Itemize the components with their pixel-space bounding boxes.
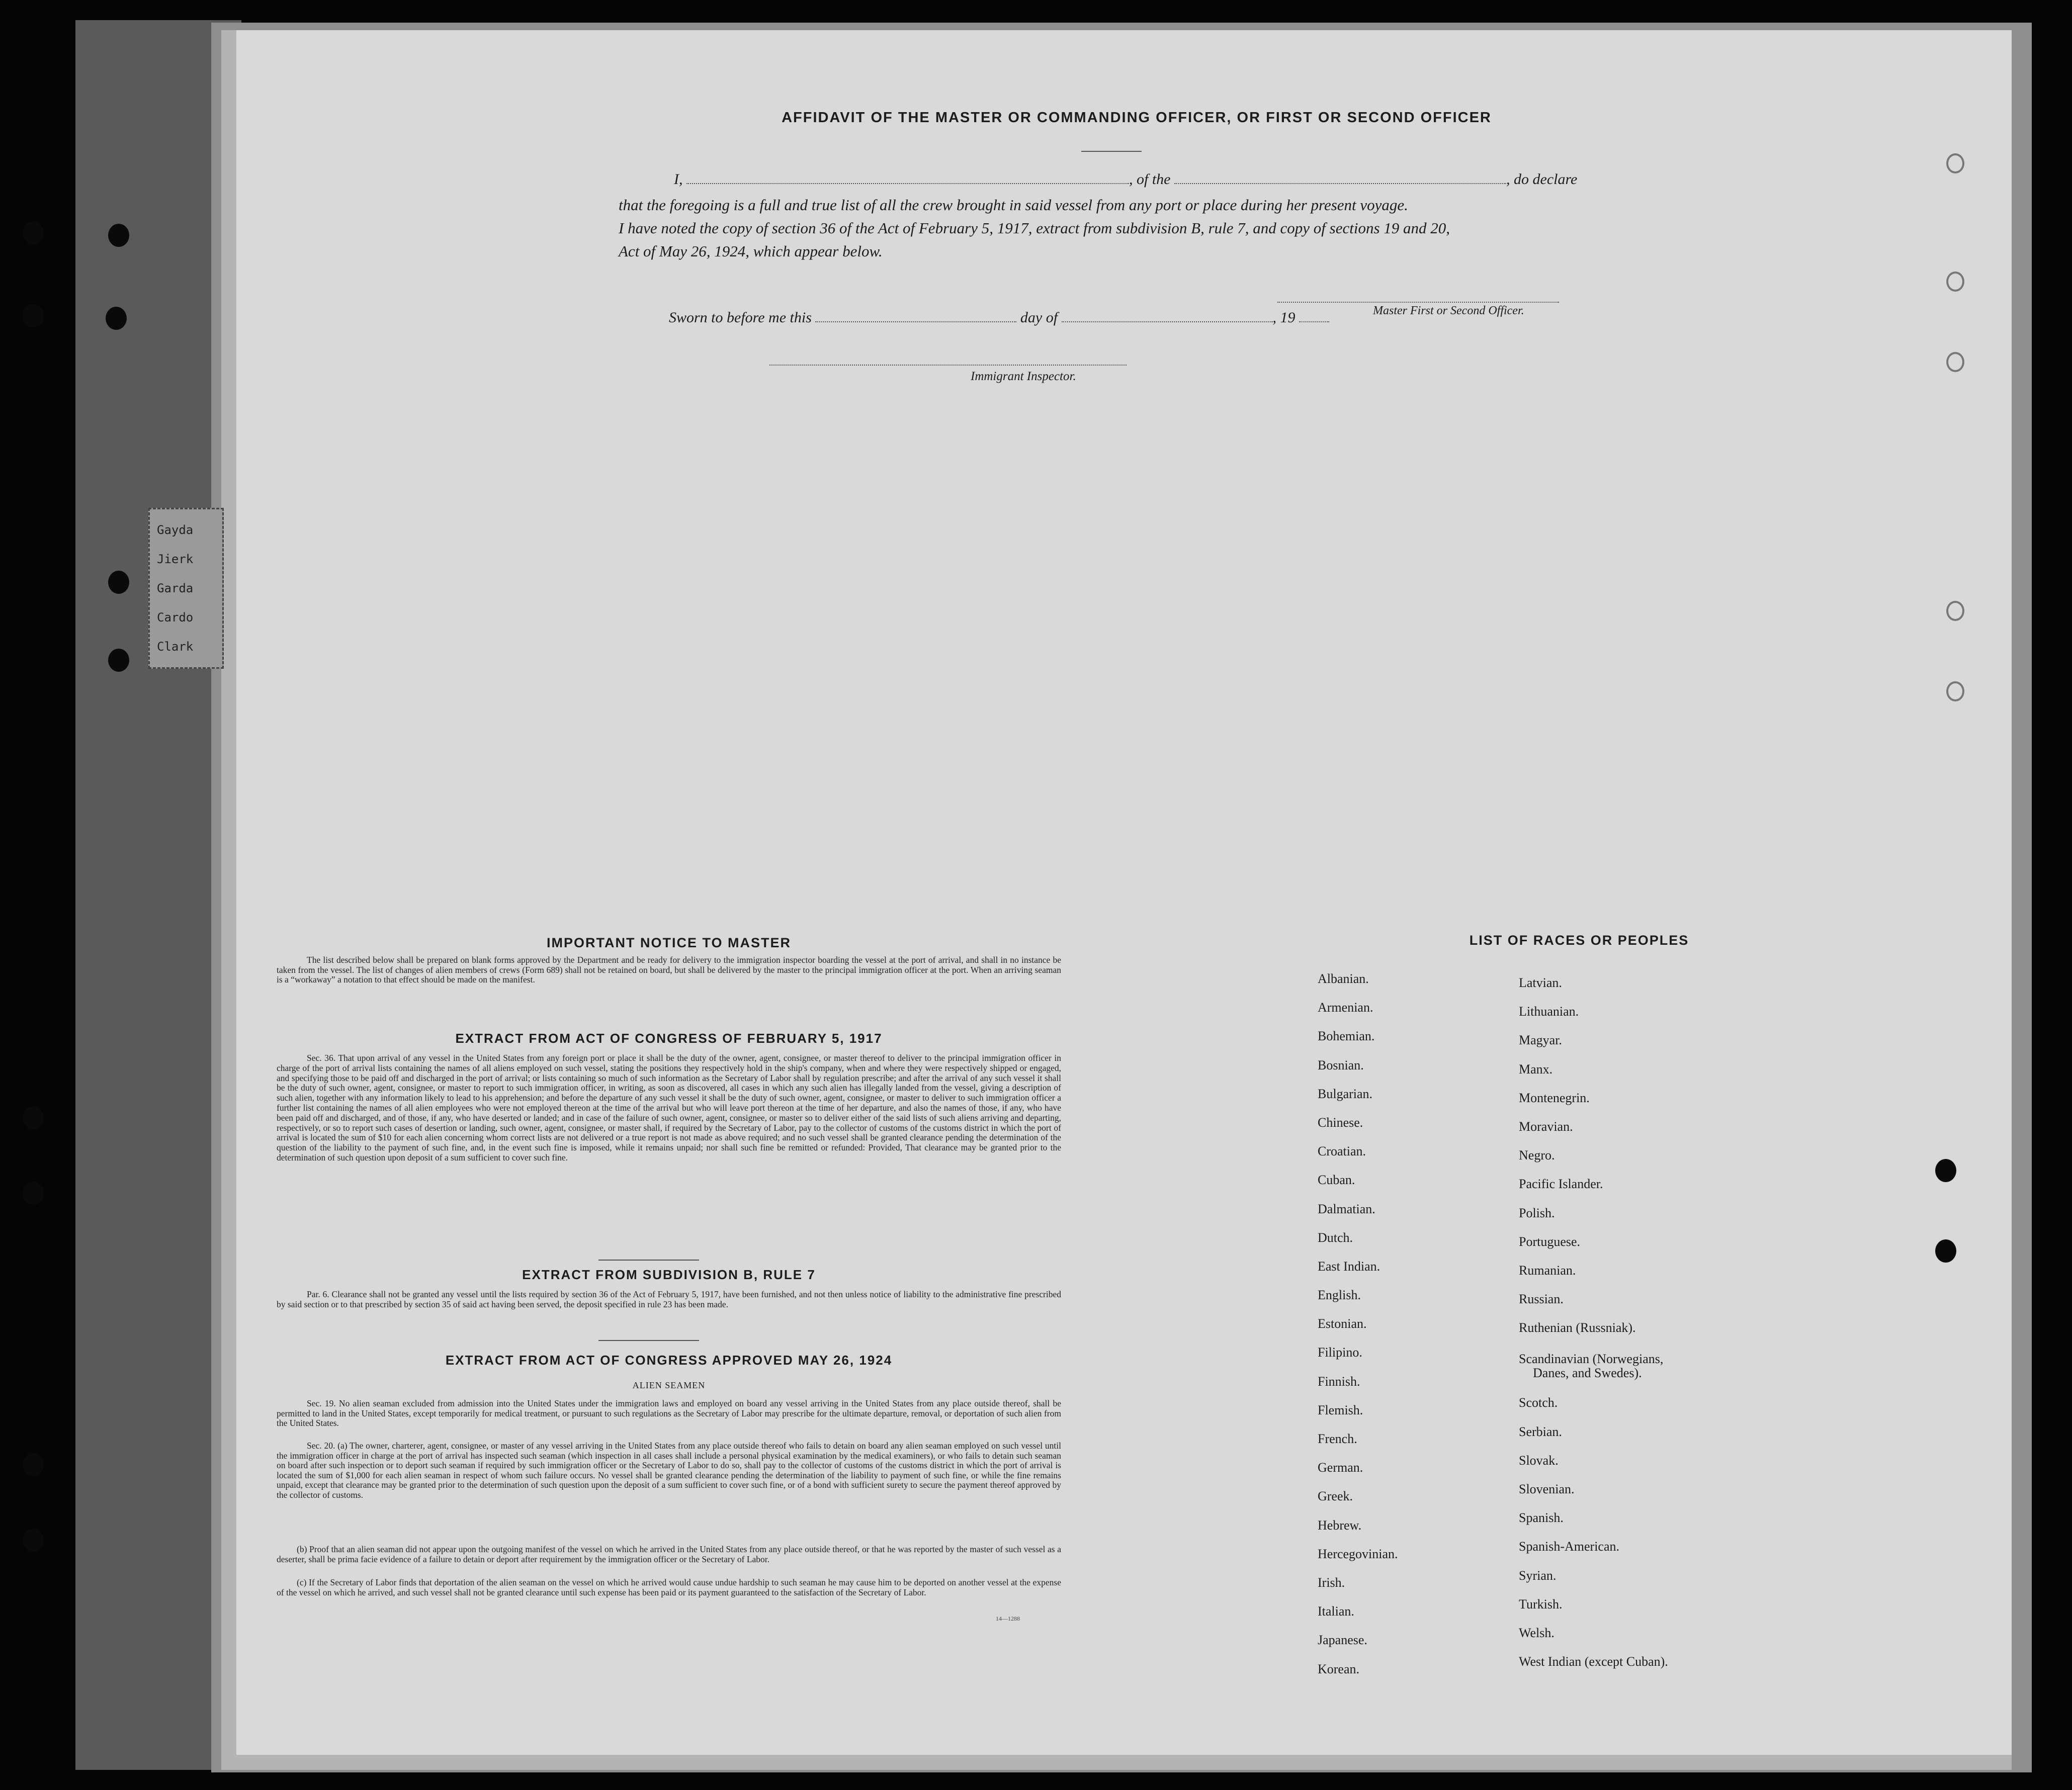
sec20c-body: (c) If the Secretary of Labor finds that deportation of the alien seaman on the vessel on which he arrived would cause undue hardship to such seaman he may cause him to be deported on another vessel at the expense of the vessel on which he arrived, and such vessel shall not be granted clearance until such expense has been paid or its payment guaranteed to the satisfaction of the Secretary of Labor. xyxy=(277,1577,1061,1597)
binder-hole xyxy=(23,1529,44,1552)
side-tab-line: Garda xyxy=(157,581,194,595)
race-item: Negro. xyxy=(1519,1148,1555,1163)
binder-hole xyxy=(106,307,127,330)
vessel-blank xyxy=(1174,174,1506,184)
race-item: Serbian. xyxy=(1519,1424,1562,1439)
affidavit-i: I, xyxy=(674,171,683,188)
inspector-signature-line xyxy=(769,365,1127,367)
race-item: Lithuanian. xyxy=(1519,1004,1579,1019)
sec19-body: Sec. 19. No alien seaman excluded from admission into the United States under the immigration laws and employed on board any vessel arriving in the United States from any place outside thereof, shall be permitted to land in the United States, except temporarily for medical treatment, or pursuant to such regulations as the Secretary of Labor may prescribe for the ultimate departure, removal, or deportation of such alien from the United States. xyxy=(277,1398,1061,1428)
punch-hole xyxy=(1946,681,1964,701)
affidavit-line-1 xyxy=(674,171,1856,188)
race-item: Dutch. xyxy=(1318,1230,1353,1245)
race-item-continuation: Danes, and Swedes). xyxy=(1533,1366,1642,1381)
races-column-2 xyxy=(1519,975,1668,1683)
race-item-text: Scandinavian (Norwegians, xyxy=(1519,1352,1664,1367)
race-item: Croatian. xyxy=(1318,1144,1366,1159)
race-item: Filipino. xyxy=(1318,1345,1362,1360)
race-item: Welsh. xyxy=(1519,1625,1555,1640)
side-index-tab xyxy=(148,508,224,669)
binder-hole xyxy=(23,1453,44,1476)
race-item: Manx. xyxy=(1519,1061,1553,1077)
title-rule xyxy=(1081,151,1142,152)
sworn-day: day of xyxy=(1020,309,1058,326)
binder-hole xyxy=(108,649,129,672)
race-item: Bosnian. xyxy=(1318,1057,1364,1072)
race-item: Estonian. xyxy=(1318,1316,1367,1331)
notice-title: IMPORTANT NOTICE TO MASTER xyxy=(547,935,791,950)
affidavit-declare: , do declare xyxy=(1506,171,1578,188)
month-blank xyxy=(1062,312,1273,322)
race-item: Hercegovinian. xyxy=(1318,1546,1398,1561)
race-item: Turkish. xyxy=(1519,1596,1563,1612)
race-item: Flemish. xyxy=(1318,1402,1363,1417)
affidavit-line-3: I have noted the copy of section 36 of the Act of February 5, 1917, extract from subdivision B, rule 7, and copy of sections 19 and 20, xyxy=(619,219,1450,237)
race-item: West Indian (except Cuban). xyxy=(1519,1654,1668,1669)
sec20b-body: (b) Proof that an alien seaman did not appear upon the outgoing manifest of the vessel on which he arrived in the United States from any place outside thereof, or that he was reported by the master of such vessel as a deserter, shall be prima facie evidence of a failure to detain or deport after requirement by the immigration officer or the Secretary of Labor. xyxy=(277,1544,1061,1564)
race-item: Italian. xyxy=(1318,1604,1354,1619)
side-tab-line: Cardo xyxy=(157,610,194,624)
race-item: Armenian. xyxy=(1318,1000,1373,1015)
race-item: Dalmatian. xyxy=(1318,1201,1375,1216)
race-item: Bulgarian. xyxy=(1318,1086,1373,1101)
extract-1917-body: Sec. 36. That upon arrival of any vessel in the United States from any foreign port or place it shall be the duty of the owner, agent, consignee, or master thereof to deliver to the principal immigration officer in charge of the port of arrival lists containing the names of all aliens employed on such vessel, stating the positions they respectively hold in the ship's company, when and where they were respectively shipped or engaged, and specifying those to be paid off and discharged in the port of arrival; or lists containing so much of such information as the Secretary of Labor shall by regulation prescribe; and after the arrival of any such vessel it shall be the duty of such owner, agent, consignee, or master to report to such immigration officer, in writing, as soon as discovered, all cases in which any such alien has illegally landed from the vessel, giving a description of such alien, together with any information likely to lead to his apprehension; and before the departure of any such vessel it shall be the duty of such owner, agent, consignee, or master to deliver to such immigration officer a further list containing the names of all alien employees who were not employed thereon at the time of the arrival but who will leave port thereon at the time of her departure, and also the names of those, if any, who have been paid off and discharged, and of those, if any, who have deserted or landed; and in case of the failure of such owner, agent, consignee, or master so to deliver either of the said lists of such aliens arriving and departing, respectively, or so to report such cases of desertion or landing, such owner, agent, consignee, or master shall, if required by the Secretary of Labor, pay to the collector of customs of the customs district in which the port of arrival is located the sum of $10 for each alien concerning whom correct lists are not delivered or a true report is not made as above required; and no such vessel shall be granted clearance pending the determination of the question of the liability to the payment of such fine, and, in the event such fine is imposed, while it remains unpaid; nor shall such fine be remitted or refunded: Provided, That clearance may be granted prior to the determination of such question upon deposit of a sum sufficient to cover such fine. xyxy=(277,1053,1061,1162)
race-item: Irish. xyxy=(1318,1575,1345,1590)
affidavit-line-2: that the foregoing is a full and true list of all the crew brought in said vessel from any port or place during her present voyage. xyxy=(619,196,1408,214)
punch-hole xyxy=(1946,601,1964,621)
day-blank xyxy=(815,312,1016,322)
binder-hole xyxy=(23,1106,44,1129)
sworn-line xyxy=(669,309,1373,326)
race-item: Scotch. xyxy=(1519,1395,1558,1410)
affidavit-of-the: , of the xyxy=(1129,171,1171,188)
sworn-year: , 19 xyxy=(1272,309,1296,326)
binder-hole xyxy=(108,571,129,594)
punch-hole xyxy=(1946,153,1964,173)
notice-body: The list described below shall be prepared on blank forms approved by the Department and be ready for delivery to the immigration inspector boarding the vessel at the port of arrival, and shall in no instance be taken from the vessel. The list of changes of alien members of crews (Form 689) shall not be retained on board, but shall be delivered by the master to the principal immigration officer at the port. When an arriving seaman is a “workaway” a notation to that effect should be made on the manifest. xyxy=(277,955,1061,984)
binder-hole xyxy=(23,304,44,327)
race-item: Spanish-American. xyxy=(1519,1539,1620,1554)
race-item: Korean. xyxy=(1318,1661,1360,1676)
punch-hole xyxy=(1946,272,1964,292)
section-rule xyxy=(598,1340,699,1341)
race-item: Latvian. xyxy=(1519,975,1562,990)
rule7-title: EXTRACT FROM SUBDIVISION B, RULE 7 xyxy=(522,1267,816,1282)
race-item: Spanish. xyxy=(1519,1510,1564,1526)
race-item: Greek. xyxy=(1318,1489,1353,1504)
alien-seamen-subtitle: ALIEN SEAMEN xyxy=(632,1380,706,1390)
sec20a-body: Sec. 20. (a) The owner, charterer, agent, consignee, or master of any vessel arriving in the United States from any place outside thereof who fails to detain on board any alien seaman employed on such vessel until the immigration officer in charge at the port of arrival has inspected such seaman (which inspection in all cases shall include a personal physical examination by the medical examiners), or who fails to detain such seaman on board after such inspection or to deport such seaman if required by such immigration officer or the Secretary of Labor to do so, shall pay to the collector of customs of the customs district in which the port of arrival is located the sum of $1,000 for each alien seaman in respect of whom such failure occurs. No vessel shall be granted clearance pending the determination of the liability to payment of such fine, or while the fine remains unpaid, except that clearance may be granted prior to the determination of such question upon the deposit of a sum sufficient to cover such fine, or of a bond with sufficient surety to secure the payment thereof approved by the collector of customs. xyxy=(277,1441,1061,1500)
side-tab-line: Gayda xyxy=(157,523,194,537)
punch-hole xyxy=(1935,1159,1956,1182)
race-item: Syrian. xyxy=(1519,1568,1557,1583)
name-blank xyxy=(686,174,1129,184)
race-item: English. xyxy=(1318,1288,1361,1303)
form-number: 14—1288 xyxy=(996,1615,1020,1622)
side-tab-line: Jierk xyxy=(157,552,194,566)
inspector-label: Immigrant Inspector. xyxy=(971,370,1076,383)
race-item: Slovenian. xyxy=(1519,1482,1575,1496)
race-item: Slovak. xyxy=(1519,1453,1559,1468)
signature-label: Master First or Second Officer. xyxy=(1373,304,1524,317)
affidavit-title: AFFIDAVIT OF THE MASTER OR COMMANDING OFFICER, OR FIRST OR SECOND OFFICER xyxy=(782,110,1492,126)
race-item: Russian. xyxy=(1519,1292,1564,1307)
signature-line xyxy=(1277,302,1559,304)
manifest-page xyxy=(236,30,2012,1755)
section-rule xyxy=(598,1260,699,1261)
year-blank xyxy=(1299,312,1329,322)
rule7-body: Par. 6. Clearance shall not be granted any vessel until the lists required by section 36 of the Act of February 5, 1917, have been furnished, and not then unless notice of liability to the administrative fine prescribed by said section or to that prescribed by section 35 of said act having been served, the deposit specified in rule 23 has been made. xyxy=(277,1289,1061,1309)
race-item: Finnish. xyxy=(1318,1374,1360,1389)
race-item: Ruthenian (Russniak). xyxy=(1519,1320,1636,1335)
race-item: German. xyxy=(1318,1460,1363,1475)
race-item: Albanian. xyxy=(1318,971,1369,986)
race-item: Chinese. xyxy=(1318,1115,1363,1130)
binder-hole xyxy=(108,224,129,247)
race-item: Moravian. xyxy=(1519,1119,1573,1134)
race-item: Hebrew. xyxy=(1318,1517,1362,1533)
race-item: Japanese. xyxy=(1318,1633,1367,1648)
sworn-prefix: Sworn to before me this xyxy=(669,309,812,326)
race-item: Montenegrin. xyxy=(1519,1090,1590,1105)
binder-hole xyxy=(23,1182,44,1205)
race-item: Portuguese. xyxy=(1519,1234,1581,1249)
race-item: Magyar. xyxy=(1519,1033,1562,1048)
side-tab-line: Clark xyxy=(157,640,194,654)
race-item xyxy=(1519,1349,1668,1395)
race-item: East Indian. xyxy=(1318,1259,1380,1274)
affidavit-line-4: Act of May 26, 1924, which appear below. xyxy=(619,242,883,260)
races-title: LIST OF RACES OR PEOPLES xyxy=(1469,933,1689,948)
race-item: Bohemian. xyxy=(1318,1029,1375,1044)
race-item: Polish. xyxy=(1519,1205,1555,1220)
punch-hole xyxy=(1935,1239,1956,1263)
races-column-1 xyxy=(1318,971,1398,1690)
extract-1917-title: EXTRACT FROM ACT OF CONGRESS OF FEBRUARY 5, 1917 xyxy=(455,1031,883,1046)
race-item: Pacific Islander. xyxy=(1519,1177,1603,1192)
extract-1924-title: EXTRACT FROM ACT OF CONGRESS APPROVED MAY 26, 1924 xyxy=(445,1353,893,1368)
punch-hole xyxy=(1946,352,1964,372)
race-item: Rumanian. xyxy=(1519,1263,1576,1278)
binder-hole xyxy=(23,221,44,244)
race-item: French. xyxy=(1318,1431,1357,1446)
race-item: Cuban. xyxy=(1318,1173,1355,1188)
